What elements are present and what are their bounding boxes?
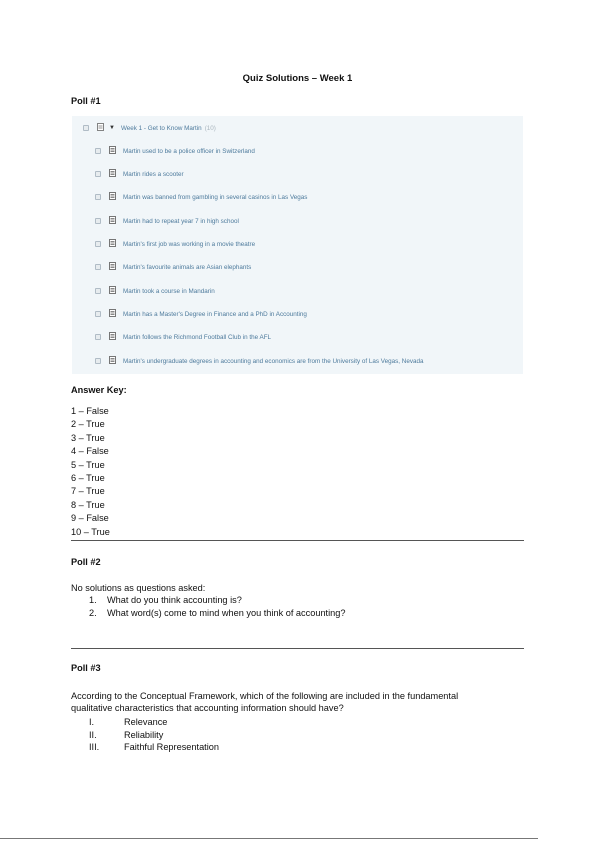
poll2-question-list xyxy=(89,594,345,619)
list-item-label[interactable]: Martin's favourite animals are Asian elephants xyxy=(123,263,252,271)
list-item[interactable] xyxy=(95,214,239,228)
list-item-label[interactable]: Martin has a Master's Degree in Finance and a PhD in Accounting xyxy=(123,310,307,318)
question-icon xyxy=(109,309,116,319)
page-bottom-divider xyxy=(0,838,538,839)
question-icon xyxy=(109,146,116,156)
question-icon xyxy=(109,262,116,272)
list-item-label[interactable]: Martin had to repeat year 7 in high school xyxy=(123,217,239,225)
item-checkbox[interactable] xyxy=(95,194,101,200)
list-item-label[interactable]: Martin's first job was working in a movie theatre xyxy=(123,240,256,248)
question-icon xyxy=(109,239,116,249)
list-item-label[interactable]: Martin's undergraduate degrees in accounting and economics are from the University of Las Vegas, Nevada xyxy=(123,357,424,365)
list-number: II. xyxy=(89,729,97,740)
chevron-down-icon[interactable]: ▼ xyxy=(109,125,115,131)
poll3-question xyxy=(71,690,458,715)
list-item[interactable] xyxy=(95,284,215,298)
list-item[interactable] xyxy=(95,167,184,181)
list-item[interactable] xyxy=(95,237,255,251)
list-number: 1. xyxy=(89,595,97,605)
folder-label[interactable]: Week 1 - Get to Know Martin xyxy=(120,124,202,132)
list-item-label[interactable]: Martin took a course in Mandarin xyxy=(123,287,215,295)
folder-count: (10) xyxy=(204,124,216,132)
answer-item: 6 – True xyxy=(71,473,105,484)
poll2-heading: Poll #2 xyxy=(71,557,101,567)
question-icon xyxy=(109,216,116,226)
section-divider xyxy=(71,540,524,541)
list-item-label[interactable]: Martin rides a scooter xyxy=(123,170,184,178)
folder-checkbox[interactable] xyxy=(83,125,89,131)
item-checkbox[interactable] xyxy=(95,264,101,270)
list-item-label[interactable]: Martin used to be a police officer in Switzerland xyxy=(123,147,255,155)
answer-item: 5 – True xyxy=(71,459,105,470)
list-text: Relevance xyxy=(124,717,168,727)
section-divider xyxy=(71,648,524,649)
list-item[interactable] xyxy=(95,330,271,344)
question-icon xyxy=(109,356,116,366)
answer-item: 7 – True xyxy=(71,486,105,497)
question-line: qualitative characteristics that accounting information should have? xyxy=(71,703,344,714)
answer-item: 2 – True xyxy=(71,419,105,430)
item-checkbox[interactable] xyxy=(95,311,101,317)
poll1-heading: Poll #1 xyxy=(71,96,101,106)
item-checkbox[interactable] xyxy=(95,288,101,294)
list-text: What do you think accounting is? xyxy=(107,595,242,605)
list-number: 2. xyxy=(89,607,97,618)
question-icon xyxy=(109,192,116,202)
answer-item: 10 – True xyxy=(71,526,110,537)
list-item[interactable] xyxy=(95,190,307,204)
list-text: What word(s) come to mind when you think of accounting? xyxy=(107,607,346,618)
item-checkbox[interactable] xyxy=(95,171,101,177)
poll3-option-list xyxy=(89,716,219,754)
answer-item: 3 – True xyxy=(71,432,105,443)
list-item[interactable] xyxy=(95,260,251,274)
poll2-intro: No solutions as questions asked: xyxy=(71,583,206,593)
list-item xyxy=(89,741,219,754)
question-icon xyxy=(109,286,116,296)
folder-row[interactable] xyxy=(83,121,216,135)
folder-icon xyxy=(97,123,104,133)
item-checkbox[interactable] xyxy=(95,358,101,364)
list-text: Reliability xyxy=(124,729,164,740)
list-item xyxy=(89,729,219,742)
answer-key-heading: Answer Key: xyxy=(71,385,127,395)
question-line: According to the Conceptual Framework, which of the following are included in the fundamental xyxy=(71,691,459,701)
list-item[interactable] xyxy=(95,354,423,368)
poll3-heading: Poll #3 xyxy=(71,663,101,673)
list-item-label[interactable]: Martin was banned from gambling in several casinos in Las Vegas xyxy=(123,193,308,201)
list-item[interactable] xyxy=(95,307,307,321)
list-item xyxy=(89,716,219,729)
list-item-label[interactable]: Martin follows the Richmond Football Club in the AFL xyxy=(123,333,272,341)
poll-question-list xyxy=(72,116,523,374)
list-text: Faithful Representation xyxy=(124,742,219,752)
answer-item: 9 – False xyxy=(71,513,109,524)
question-icon xyxy=(109,332,116,342)
list-item[interactable] xyxy=(95,144,255,158)
item-checkbox[interactable] xyxy=(95,218,101,224)
answer-item: 4 – False xyxy=(71,446,109,457)
answer-key-list xyxy=(71,405,110,539)
list-number: I. xyxy=(89,717,95,727)
list-item xyxy=(89,607,345,620)
item-checkbox[interactable] xyxy=(95,241,101,247)
item-checkbox[interactable] xyxy=(95,148,101,154)
answer-item: 1 – False xyxy=(71,406,109,416)
question-icon xyxy=(109,169,116,179)
item-checkbox[interactable] xyxy=(95,334,101,340)
list-number: III. xyxy=(89,742,100,752)
page-title: Quiz Solutions – Week 1 xyxy=(242,73,353,84)
list-item xyxy=(89,594,345,607)
answer-item: 8 – True xyxy=(71,499,105,510)
